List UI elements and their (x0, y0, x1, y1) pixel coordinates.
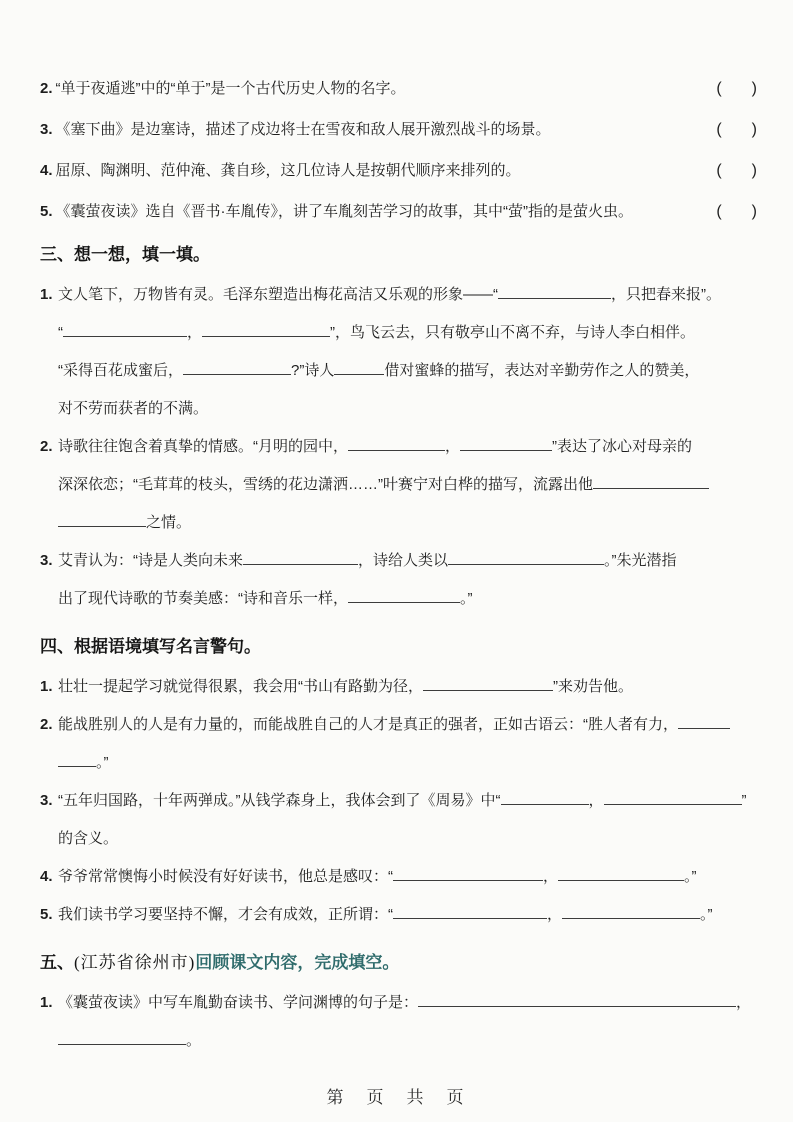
text-run: 能战胜别人的人是有力量的，而能战胜自己的人才是真正的强者，正如古语云：“胜人者有力， (58, 716, 678, 733)
paren-open-icon: ( (716, 162, 722, 179)
question-text-line (58, 428, 761, 466)
question-text-line (58, 896, 761, 934)
section-heading-part: 三、想一想，填一填。 (40, 245, 210, 264)
section-five (40, 950, 761, 1060)
section-three (40, 242, 761, 618)
text-run: 深深依恋；“毛茸茸的枝头，雪绣的花边潇洒……”叶赛宁对白桦的描写，流露出他 (58, 476, 593, 493)
text-run: ，只把春来报”。 (611, 286, 721, 303)
question-text-line (58, 668, 761, 706)
question-number: 3. (40, 121, 53, 138)
section-heading-part: (江苏省徐州市) (74, 953, 196, 972)
question-text-line (58, 504, 761, 542)
question-number: 4. (40, 868, 53, 885)
fill-blank (678, 715, 730, 729)
text-run: 。 (186, 1032, 202, 1049)
question-number: 4. (40, 162, 53, 179)
question-text-line (58, 782, 761, 820)
fill-blank (562, 905, 700, 919)
answer-parentheses (716, 201, 757, 222)
question-item (40, 896, 761, 934)
question-text-line (58, 1022, 761, 1060)
question-line (40, 119, 551, 140)
text-run: 《囊萤夜读》中写车胤勤奋读书、学问渊博的句子是： (58, 994, 419, 1011)
section-heading-part: 回顾课文内容，完成填空。 (195, 953, 400, 972)
text-run: ， (445, 438, 461, 455)
fill-blank (348, 437, 445, 451)
text-run: 出了现代诗歌的节奏美感：“诗和音乐一样， (58, 590, 348, 607)
question-text-line (58, 352, 761, 390)
question-text-line (58, 466, 761, 504)
text-run: 。” (684, 868, 697, 885)
question-number: 2. (40, 438, 53, 455)
question-text-line (58, 542, 761, 580)
fill-blank (58, 1031, 186, 1045)
answer-parentheses (716, 160, 757, 181)
fill-blank (423, 677, 553, 691)
fill-blank (243, 551, 358, 565)
question-line (40, 201, 633, 222)
text-run: 壮壮一提起学习就觉得很累，我会用“书山有路勤为径， (58, 678, 423, 695)
fill-blank (183, 361, 291, 375)
text-run: 。” (460, 590, 473, 607)
text-run: ， (543, 868, 559, 885)
question-text-line (58, 390, 761, 428)
fill-blank (501, 791, 589, 805)
section-questions (40, 276, 761, 618)
section-heading-part: 五、 (40, 953, 74, 972)
question-number: 3. (40, 792, 53, 809)
question-number: 1. (40, 286, 53, 303)
text-run: 诗歌往往饱含着真挚的情感。“月明的园中， (58, 438, 348, 455)
text-run: ， (187, 324, 203, 341)
question-number: 2. (40, 716, 53, 733)
text-run: 文人笔下，万物皆有灵。毛泽东塑造出梅花高洁又乐观的形象——“ (58, 286, 498, 303)
paren-open-icon: ( (716, 203, 722, 220)
question-number: 1. (40, 678, 53, 695)
question-text: 《囊萤夜读》选自《晋书·车胤传》，讲了车胤刻苦学习的故事，其中“萤”指的是萤火虫。 (55, 203, 634, 220)
text-run: 借对蜜蜂的描写，表达对辛勤劳作之人的赞美， (384, 362, 700, 379)
text-run: 我们读书学习要坚持不懈，才会有成效，正所谓：“ (58, 906, 393, 923)
question-text: 《塞下曲》是边塞诗，描述了戍边将士在雪夜和敌人展开激烈战斗的场景。 (55, 121, 551, 138)
fill-blank (498, 285, 611, 299)
question-text-line (58, 744, 761, 782)
fill-blank (460, 437, 552, 451)
question-item (40, 984, 761, 1060)
page-footer: 第 页 共 页 (326, 1088, 467, 1107)
text-run: ， (588, 792, 604, 809)
fill-blank (593, 475, 709, 489)
text-run: ”表达了冰心对母亲的 (552, 438, 693, 455)
fill-blank (393, 867, 543, 881)
judge-section (40, 78, 761, 222)
fill-blank (448, 551, 604, 565)
question-text: 屈原、陶渊明、范仲淹、龚自珍，这几位诗人是按朝代顺序来排列的。 (55, 162, 521, 179)
question-text-line (58, 706, 761, 744)
section-four (40, 634, 761, 934)
paren-close-icon: ) (751, 203, 757, 220)
paren-close-icon: ) (751, 162, 757, 179)
text-run: 。” (700, 906, 713, 923)
text-run: 。” (96, 754, 109, 771)
judge-question-row (40, 78, 761, 99)
text-run: ?”诗人 (291, 362, 335, 379)
fill-blank (418, 993, 736, 1007)
judge-question-row (40, 119, 761, 140)
text-run: 之情。 (146, 514, 192, 531)
fill-blank (58, 513, 146, 527)
question-item (40, 542, 761, 618)
text-run: ， (547, 906, 563, 923)
question-item (40, 428, 761, 542)
question-text-line (58, 580, 761, 618)
judge-question-row (40, 201, 761, 222)
question-number: 2. (40, 80, 53, 97)
section-heading (40, 634, 761, 660)
question-number: 3. (40, 552, 53, 569)
fill-blank (334, 361, 384, 375)
question-item (40, 858, 761, 896)
text-run: ” (741, 792, 747, 809)
fill-blank (604, 791, 742, 805)
paren-open-icon: ( (716, 80, 722, 97)
fill-blank (202, 323, 330, 337)
text-run: 艾青认为：“诗是人类向未来 (58, 552, 243, 569)
question-line (40, 78, 406, 99)
question-number: 1. (40, 994, 53, 1011)
paren-open-icon: ( (716, 121, 722, 138)
text-run: 的含义。 (58, 830, 119, 847)
question-text-line (58, 984, 761, 1022)
question-item (40, 706, 761, 782)
question-line (40, 160, 521, 181)
question-item (40, 668, 761, 706)
section-heading-part: 四、根据语境填写名言警句。 (40, 637, 261, 656)
judge-question-row (40, 160, 761, 181)
question-text-line (58, 276, 761, 314)
question-text-line (58, 314, 761, 352)
question-text-line (58, 820, 761, 858)
text-run: 。”朱光潜指 (604, 552, 677, 569)
text-run: “ (58, 324, 63, 341)
fill-blank (393, 905, 547, 919)
question-item (40, 276, 761, 428)
text-run: 爷爷常常懊悔小时候没有好好读书，他总是感叹：“ (58, 868, 393, 885)
question-number: 5. (40, 203, 53, 220)
section-questions (40, 668, 761, 934)
text-run: ”来劝告他。 (553, 678, 633, 695)
text-run: ”，鸟飞云去，只有敬亭山不离不弃，与诗人李白相伴。 (330, 324, 696, 341)
section-heading (40, 950, 761, 976)
section-heading (40, 242, 761, 268)
answer-parentheses (716, 119, 757, 140)
text-run: “采得百花成蜜后， (58, 362, 183, 379)
fill-blank (58, 753, 96, 767)
fill-blank (558, 867, 684, 881)
text-run: “五年归国路，十年两弹成。”从钱学森身上，我体会到了《周易》中“ (58, 792, 501, 809)
text-run: ， (736, 994, 752, 1011)
answer-parentheses (716, 78, 757, 99)
question-text-line (58, 858, 761, 896)
paren-close-icon: ) (751, 121, 757, 138)
question-text: “单于夜遁逃”中的“单于”是一个古代历史人物的名字。 (55, 80, 406, 97)
text-run: ，诗给人类以 (358, 552, 449, 569)
fill-blank (63, 323, 187, 337)
section-questions (40, 984, 761, 1060)
question-number: 5. (40, 906, 53, 923)
question-item (40, 782, 761, 858)
text-run: 对不劳而获者的不满。 (58, 400, 209, 417)
fill-blank (348, 589, 460, 603)
paren-close-icon: ) (751, 80, 757, 97)
